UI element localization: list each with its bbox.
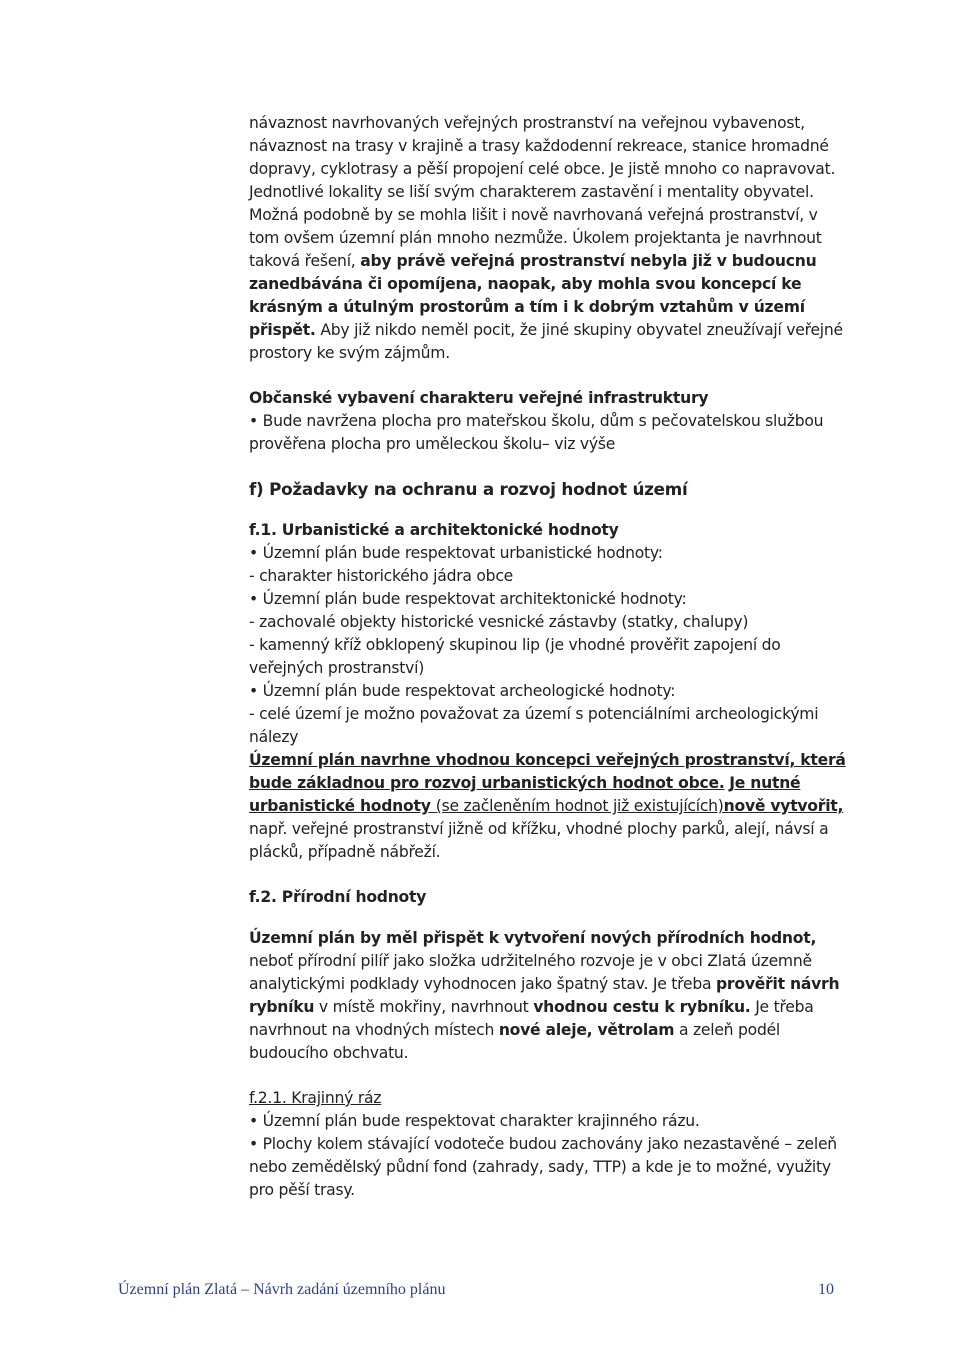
page-number: 10 bbox=[818, 1281, 834, 1298]
f1-line: - kamenný kříž obklopený skupinou lip (je vhodné prověřit zapojení do veřejných prostranství) bbox=[249, 636, 781, 677]
f1-line: - celé území je možno považovat za území s potenciálními archeologickými nálezy bbox=[249, 705, 819, 746]
f1-heading: f.1. Urbanistické a architektonické hodnoty bbox=[249, 521, 619, 539]
f2-text-end: a zeleň podél budoucího obchvatu. bbox=[249, 1021, 781, 1062]
civic-bullet: • Bude navržena plocha pro mateřskou školu, dům s pečovatelskou službou prověřena plocha pro uměleckou školu– viz výše bbox=[249, 412, 824, 453]
f2-lead: Územní plán by měl přispět k vytvoření nových přírodních hodnot, bbox=[249, 929, 817, 947]
f1-concept-paragraph bbox=[249, 749, 849, 864]
intro-text: návaznost navrhovaných veřejných prostranství na veřejnou vybavenost, návaznost na trasy v krajině a trasy každodenní rekreace, stanice hromadné dopravy, cyklotrasy a pěší propojení celé obce. Je jistě mnoho co napravovat. Jednotlivé lokality se liší svým charakterem zastavění i mentality obyvatel. Možná podobně by se mohla lišit i nově navrhovaná veřejná prostranství, v tom ovšem územní plán mnoho nezmůže. Úkolem projektanta je navrhnout taková řešení, bbox=[249, 114, 836, 270]
section-f-heading: f) Požadavky na ochranu a rozvoj hodnot území bbox=[249, 479, 688, 499]
f1-line: • Územní plán bude respektovat urbanistické hodnoty: bbox=[249, 544, 663, 562]
f21-line: • Plochy kolem stávající vodoteče budou zachovány jako nezastavěné – zeleň nebo zemědělský půdní fond (zahrady, sady, TTP) a kde je to možné, využity pro pěší trasy. bbox=[249, 1135, 837, 1199]
f1-line: • Územní plán bude respektovat archeologické hodnoty: bbox=[249, 682, 676, 700]
footer-title: Územní plán Zlatá – Návrh zadání územního plánu bbox=[118, 1281, 446, 1298]
f1-concept-example: např. veřejné prostranství jižně od křížku, vhodné plochy parků, alejí, návsí a plácků, případně nábřeží. bbox=[249, 820, 829, 861]
f1-concept-parenthetical: (se začleněním hodnot již existujících) bbox=[435, 797, 724, 815]
f2-text: Je třeba navrhnout na vhodných místech bbox=[249, 998, 814, 1039]
f1-concept-create: nově vytvořit, bbox=[723, 797, 844, 815]
f1-line: - zachovalé objekty historické vesnické zástavby (statky, chalupy) bbox=[249, 613, 749, 631]
page-content bbox=[249, 112, 849, 1202]
f2-paragraph bbox=[249, 927, 849, 1065]
intro-text-end: Aby již nikdo neměl pocit, že jiné skupiny obyvatel zneužívají veřejné prostory ke svým zájmům. bbox=[249, 321, 843, 362]
f21-line: • Územní plán bude respektovat charakter krajinného rázu. bbox=[249, 1112, 700, 1130]
f2-cesta: vhodnou cestu k rybníku. bbox=[533, 998, 751, 1016]
intro-paragraph bbox=[249, 112, 849, 365]
f1-concept-nutne: Je nutné urbanistické hodnoty bbox=[249, 774, 801, 815]
f1-line: • Územní plán bude respektovat architektonické hodnoty: bbox=[249, 590, 687, 608]
f21-heading: f.2.1. Krajinný ráz bbox=[249, 1089, 382, 1107]
page-footer bbox=[118, 1281, 834, 1299]
f2-heading: f.2. Přírodní hodnoty bbox=[249, 888, 427, 906]
f2-rybnik: prověřit návrh rybníku bbox=[249, 975, 840, 1016]
f2-text: neboť přírodní pilíř jako složka udržitelného rozvoje je v obci Zlatá územně analytickými podklady vyhodnocen jako špatný stav. Je třeba bbox=[249, 952, 812, 993]
civic-heading: Občanské vybavení charakteru veřejné infrastruktury bbox=[249, 389, 709, 407]
f1-concept-bold-underlined: Územní plán navrhne vhodnou koncepci veřejných prostranství, která bude základnou pro rozvoj urbanistických hodnot obce. bbox=[249, 751, 846, 792]
intro-emphasis: aby právě veřejná prostranství nebyla již v budoucnu zanedbávána či opomíjena, naopak, aby mohla svou koncepcí ke krásným a útulným prostorům a tím i k dobrým vztahům v území přispět. bbox=[249, 252, 817, 339]
f1-line: - charakter historického jádra obce bbox=[249, 567, 513, 585]
f2-text: v místě mokřiny, navrhnout bbox=[314, 998, 534, 1016]
f2-aleje: nové aleje, větrolam bbox=[498, 1021, 675, 1039]
